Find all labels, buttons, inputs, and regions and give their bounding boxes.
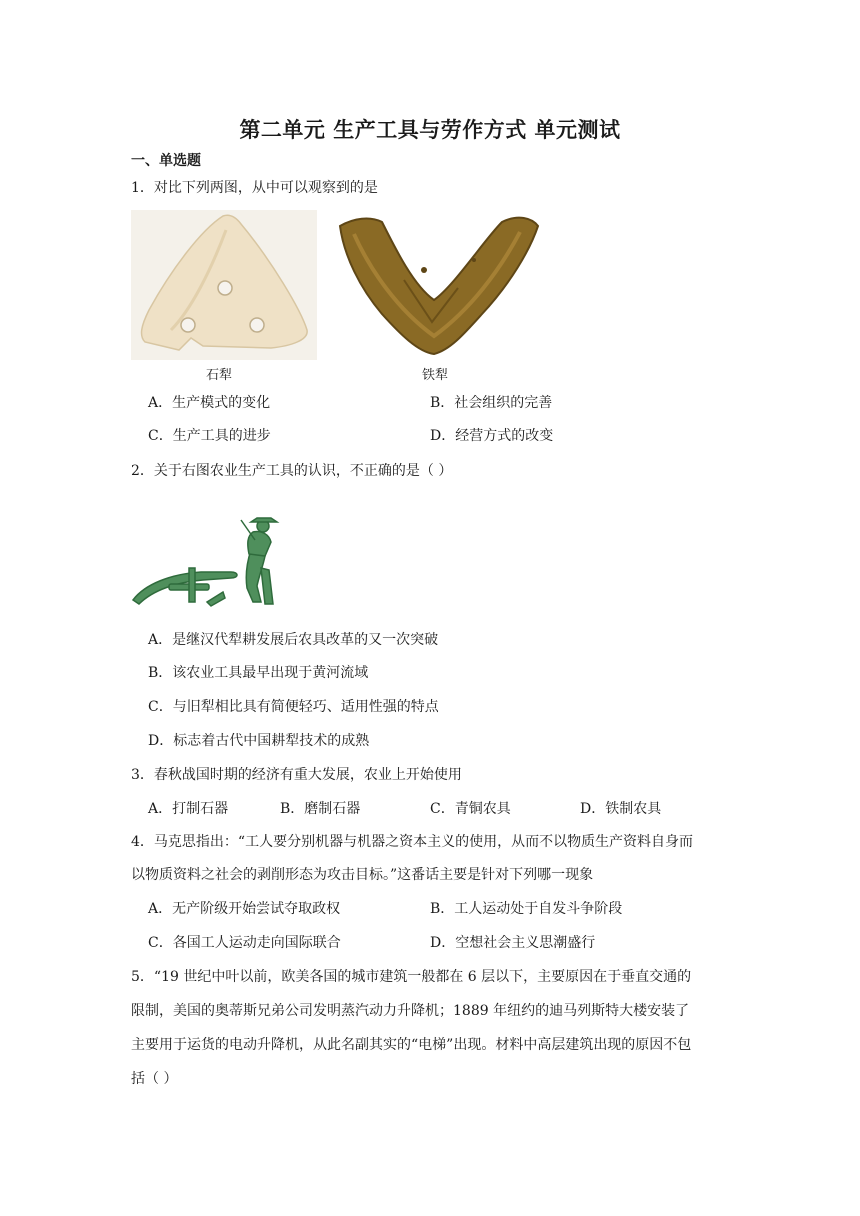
section-heading: 一、单选题 xyxy=(131,153,201,169)
iron-plow-image xyxy=(334,210,540,360)
question-5-stem-line-3: 主要用于运货的电动升降机，从此名副其实的“电梯”出现。材料中高层建筑出现的原因不包 xyxy=(131,1037,692,1053)
question-4-stem-line-1: 4．马克思指出：“工人要分别机器与机器之资本主义的使用，从而不以物质生产资料自身而 xyxy=(131,834,694,850)
q3-option-a: A．打制石器 xyxy=(148,801,229,817)
q2-option-b: B．该农业工具最早出现于黄河流域 xyxy=(148,665,369,681)
question-5-stem-line-4: 括（ ） xyxy=(131,1071,178,1087)
question-5-stem-line-1: 5．“19 世纪中叶以前，欧美各国的城市建筑一般都在 6 层以下，主要原因在于垂直交通的 xyxy=(131,969,692,985)
stone-plow-caption: 石犁 xyxy=(206,368,233,383)
q3-option-d: D．铁制农具 xyxy=(580,801,662,817)
q4-option-c: C．各国工人运动走向国际联合 xyxy=(148,935,341,951)
q2-option-d: D．标志着古代中国耕犁技术的成熟 xyxy=(148,733,370,749)
question-1-stem: 1．对比下列两图，从中可以观察到的是 xyxy=(131,180,378,196)
curved-plow-farmer-image xyxy=(131,510,287,610)
iron-plow-caption: 铁犁 xyxy=(422,368,449,383)
q1-option-b: B．社会组织的完善 xyxy=(430,395,553,411)
question-2-stem: 2．关于右图农业生产工具的认识，不正确的是（ ） xyxy=(131,463,453,479)
q2-option-c: C．与旧犁相比具有简便轻巧、适用性强的特点 xyxy=(148,699,439,715)
q2-option-a: A．是继汉代犁耕发展后农具改革的又一次突破 xyxy=(148,632,439,648)
q3-option-c: C．青铜农具 xyxy=(430,801,511,817)
q4-option-d: D．空想社会主义思潮盛行 xyxy=(430,935,596,951)
page-title: 第二单元 生产工具与劳作方式 单元测试 xyxy=(239,118,621,142)
stone-plow-image xyxy=(131,210,317,360)
question-5-stem-line-2: 限制，美国的奥蒂斯兄弟公司发明蒸汽动力升降机；1889 年纽约的迪马列斯特大楼安装了 xyxy=(131,1003,690,1019)
q4-option-a: A．无产阶级开始尝试夺取政权 xyxy=(148,901,341,917)
question-3-stem: 3．春秋战国时期的经济有重大发展，农业上开始使用 xyxy=(131,767,462,783)
q4-option-b: B．工人运动处于自发斗争阶段 xyxy=(430,901,623,917)
q1-option-a: A．生产模式的变化 xyxy=(148,395,271,411)
q3-option-b: B．磨制石器 xyxy=(280,801,361,817)
q1-option-d: D．经营方式的改变 xyxy=(430,428,554,444)
question-4-stem-line-2: 以物质资料之社会的剥削形态为攻击目标。”这番话主要是针对下列哪一现象 xyxy=(131,867,594,883)
q1-option-c: C．生产工具的进步 xyxy=(148,428,271,444)
